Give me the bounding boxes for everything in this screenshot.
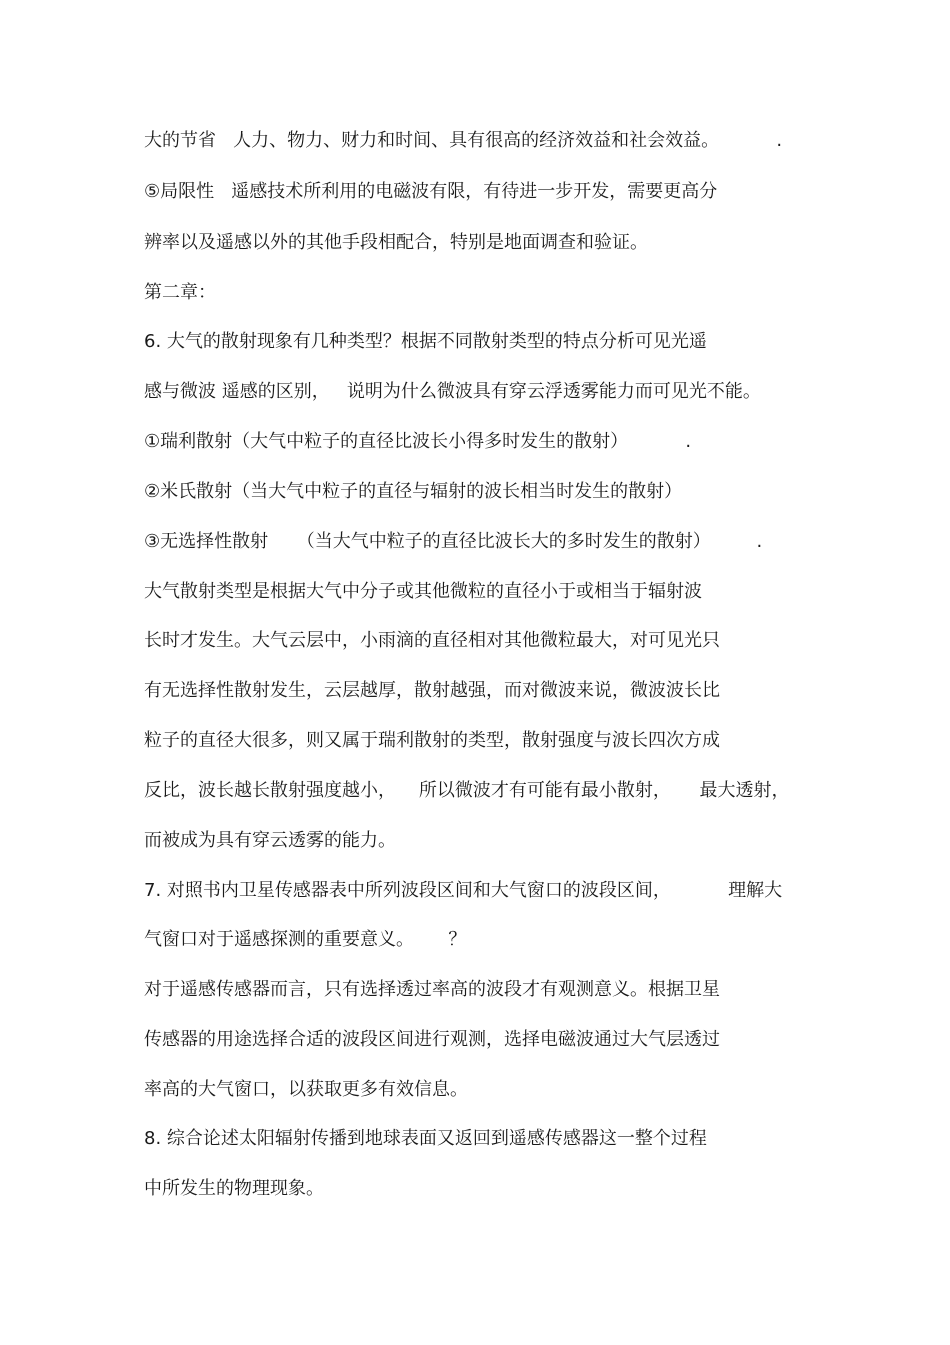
section-heading: 第二章： [144,282,216,303]
list-item: ①瑞利散射（大气中粒子的直径比波长小得多时发生的散射） . [144,431,692,452]
text-line: ⑤局限性 遥感技术所利用的电磁波有限，有待进一步开发，需要更高分 [144,181,718,202]
question-line: 中所发生的物理现象。 [144,1178,324,1199]
question-line: 气窗口对于遥感探测的重要意义。 ？ [144,929,467,950]
text-line: 传感器的用途选择合适的波段区间进行观测，选择电磁波通过大气层透过 [144,1029,720,1050]
list-item: ③无选择性散射 （当大气中粒子的直径比波长大的多时发生的散射） . [144,531,763,552]
question-line: 8. 综合论述太阳辐射传播到地球表面又返回到遥感传感器这一整个过程 [144,1128,707,1149]
text-line: 粒子的直径大很多，则又属于瑞利散射的类型，散射强度与波长四次方成 [144,730,720,751]
text-line: 大气散射类型是根据大气中分子或其他微粒的直径小于或相当于辐射波 [144,581,702,602]
text-line: 反比，波长越长散射强度越小， 所以微波才有可能有最小散射， 最大透射， [144,780,790,801]
text-line: 辨率以及遥感以外的其他手段相配合，特别是地面调查和验证。 [144,232,648,253]
question-line: 感与微波 遥感的区别， 说明为什么微波具有穿云浮透雾能力而可见光不能。 [144,381,761,402]
text-line: 对于遥感传感器而言，只有选择透过率高的波段才有观测意义。根据卫星 [144,979,720,1000]
question-line: 7. 对照书内卫星传感器表中所列波段区间和大气窗口的波段区间， 理解大 [144,880,783,901]
text-line: 大的节省 人力、物力、财力和时间、具有很高的经济效益和社会效益。 . [144,130,783,151]
question-line: 6. 大气的散射现象有几种类型？根据不同散射类型的特点分析可见光遥 [144,331,707,352]
list-item: ②米氏散射（当大气中粒子的直径与辐射的波长相当时发生的散射） [144,481,683,502]
text-line: 长时才发生。大气云层中，小雨滴的直径相对其他微粒最大，对可见光只 [144,630,720,651]
text-line: 率高的大气窗口，以获取更多有效信息。 [144,1079,468,1100]
text-line: 有无选择性散射发生，云层越厚，散射越强，而对微波来说，微波波长比 [144,680,720,701]
text-line: 而被成为具有穿云透雾的能力。 [144,830,396,851]
